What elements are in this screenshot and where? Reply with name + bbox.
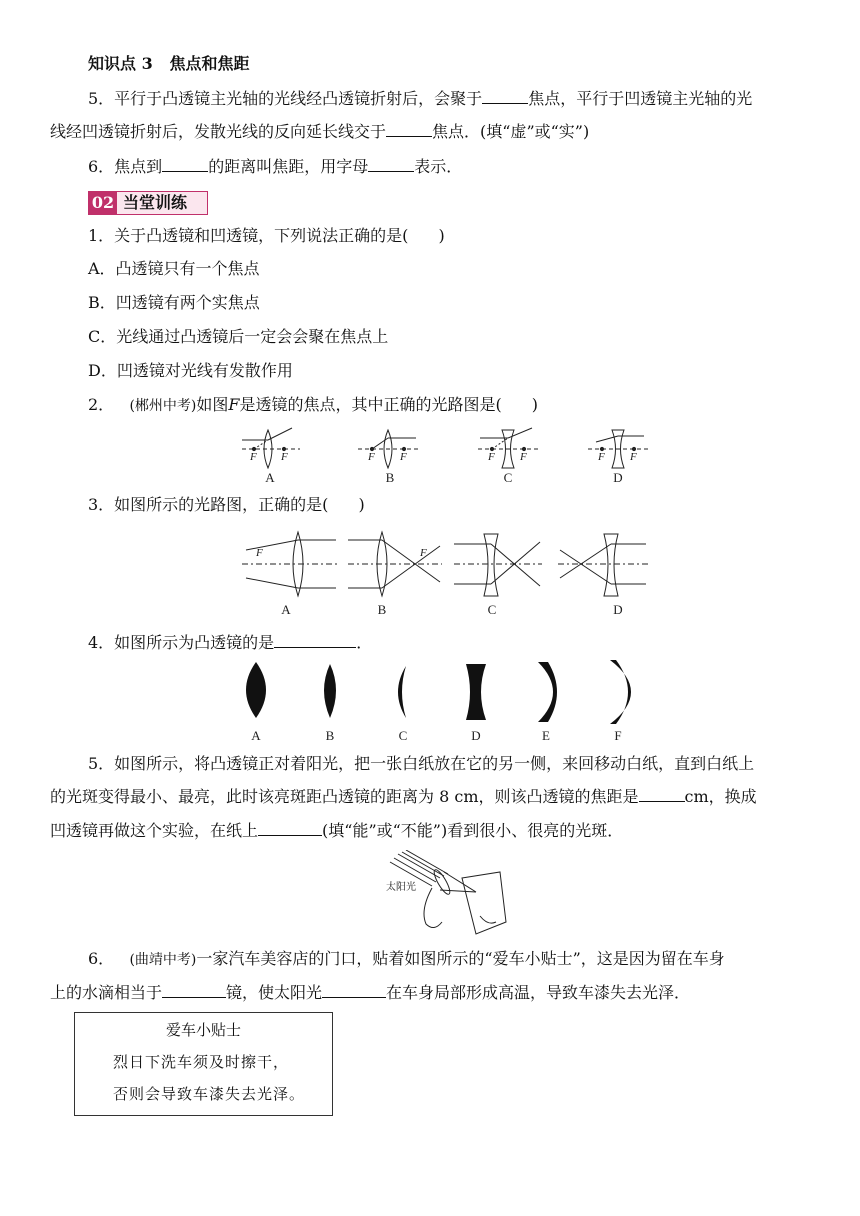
banner-title: 当堂训练 bbox=[123, 193, 188, 212]
figure-label-a: A bbox=[265, 470, 275, 485]
answer-blank[interactable] bbox=[258, 820, 322, 836]
question-5-line1: 5．平行于凸透镜主光轴的光线经凸透镜折射后，会聚于 焦点，平行于凹透镜主光轴的光 bbox=[88, 89, 753, 108]
figure-label-c: C bbox=[487, 602, 497, 617]
question-6: 6．焦点到 的距离叫焦距，用字母 表示． bbox=[88, 157, 463, 176]
option-c[interactable]: C．光线通过凸透镜后一定会会聚在焦点上 bbox=[88, 327, 389, 346]
sunlight-label: 太阳光 bbox=[386, 882, 416, 893]
training-question-3: 3．如图所示的光路图，正确的是( ) bbox=[88, 495, 365, 514]
training-question-4: 4．如图所示为凸透镜的是 ． bbox=[88, 633, 373, 652]
option-b[interactable]: B．凹透镜有两个实焦点 bbox=[88, 293, 260, 312]
figure-label-f: F bbox=[614, 728, 622, 743]
figure-label-a: A bbox=[281, 602, 291, 617]
answer-blank[interactable] bbox=[386, 121, 432, 137]
tip-line-1: 烈日下洗车须及时擦干， bbox=[113, 1053, 290, 1071]
section-heading: 知识点 3 焦点和焦距 bbox=[88, 54, 250, 73]
figure-label-b: B bbox=[325, 728, 335, 743]
training-question-5-line2: 的光斑变得最小、最亮，此时该亮斑距凸透镜的距离为 8 cm，则该凸透镜的焦距是 cm，换成 bbox=[50, 787, 757, 806]
option-d[interactable]: D．凹透镜对光线有发散作用 bbox=[88, 361, 293, 380]
tip-title: 爱车小贴士 bbox=[165, 1021, 241, 1039]
lens-diagram-row-1 bbox=[230, 424, 670, 486]
figure-label-a: A bbox=[251, 728, 261, 743]
figure-label-d: D bbox=[613, 470, 623, 485]
svg-text:F: F bbox=[281, 451, 288, 463]
answer-blank[interactable] bbox=[368, 156, 414, 172]
answer-blank[interactable] bbox=[162, 156, 208, 172]
option-a[interactable]: A．凸透镜只有一个焦点 bbox=[88, 259, 260, 278]
training-question-6-line1: 6． (曲靖中考)一家汽车美容店的门口，贴着如图所示的“爱车小贴士”，这是因为留在车身 bbox=[88, 949, 725, 968]
training-question-6-line2: 上的水滴相当于 镜，使太阳光 在车身局部形成高温，导致车漆失去光泽． bbox=[50, 983, 691, 1002]
svg-text:F: F bbox=[488, 451, 495, 463]
car-care-tip-box bbox=[74, 1012, 333, 1116]
answer-blank[interactable] bbox=[162, 982, 226, 998]
svg-text:F: F bbox=[630, 451, 637, 463]
training-question-2: 2． (郴州中考)如图F是透镜的焦点，其中正确的光路图是( ) bbox=[88, 395, 539, 414]
figure-label-c: C bbox=[398, 728, 408, 743]
training-question-5-line1: 5．如图所示，将凸透镜正对着阳光，把一张白纸放在它的另一侧，来回移动白纸，直到白纸上 bbox=[88, 754, 755, 773]
figure-label-b: B bbox=[385, 470, 395, 485]
training-question-1: 1．关于凸透镜和凹透镜，下列说法正确的是( ) bbox=[88, 226, 445, 245]
svg-text:F: F bbox=[256, 547, 263, 559]
svg-text:F: F bbox=[598, 451, 605, 463]
svg-text:F: F bbox=[520, 451, 527, 463]
figure-label-c: C bbox=[503, 470, 513, 485]
banner-number: 02 bbox=[89, 192, 117, 214]
sunlight-lens-illustration bbox=[384, 850, 508, 938]
lens-diagram-row-2 bbox=[236, 526, 656, 618]
svg-text:F: F bbox=[368, 451, 375, 463]
figure-label-e: E bbox=[542, 728, 550, 743]
answer-blank[interactable] bbox=[274, 632, 356, 648]
training-question-5-line3: 凹透镜再做这个实验，在纸上 (填“能”或“不能”)看到很小、很亮的光斑． bbox=[50, 821, 624, 840]
lens-shapes-row bbox=[236, 656, 656, 746]
svg-text:F: F bbox=[400, 451, 407, 463]
answer-blank[interactable] bbox=[322, 982, 386, 998]
figure-label-d: D bbox=[471, 728, 481, 743]
section-banner bbox=[88, 191, 208, 215]
figure-label-b: B bbox=[377, 602, 387, 617]
svg-text:F: F bbox=[420, 547, 427, 559]
tip-line-2: 否则会导致车漆失去光泽。 bbox=[113, 1085, 306, 1103]
svg-text:F: F bbox=[250, 451, 257, 463]
question-5-line2: 线经凹透镜折射后，发散光线的反向延长线交于 焦点．(填“虚”或“实”) bbox=[50, 122, 590, 141]
figure-label-d: D bbox=[613, 602, 623, 617]
answer-blank[interactable] bbox=[482, 88, 528, 104]
answer-blank[interactable] bbox=[639, 786, 685, 802]
